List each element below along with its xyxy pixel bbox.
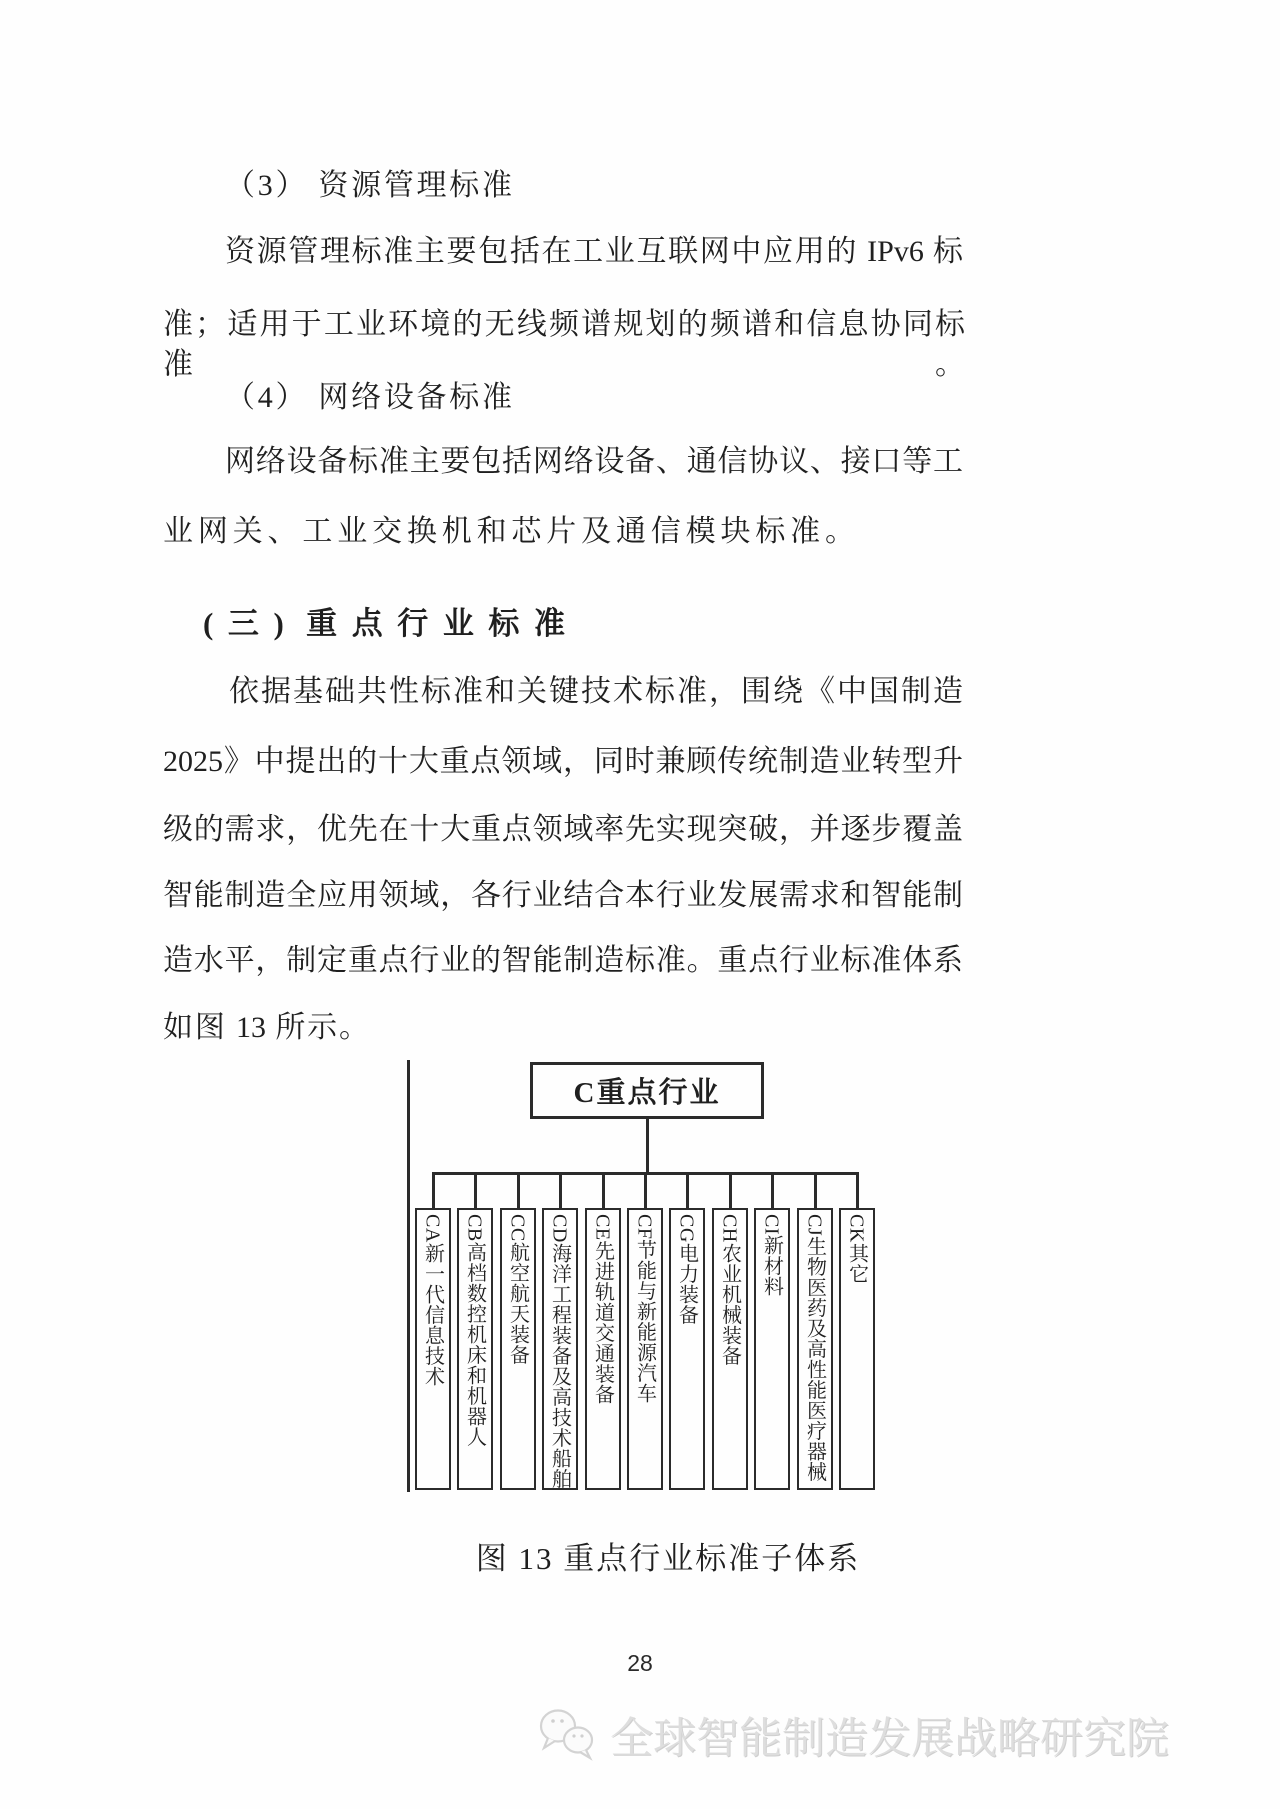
industry-label: CE先进轨道交通装备 — [591, 1214, 614, 1405]
stub-line — [474, 1174, 477, 1208]
paragraph-line: 级的需求，优先在十大重点领域率先实现突破，并逐步覆盖 — [163, 813, 963, 846]
watermark-text: 全球智能制造发展战略研究院 — [610, 1716, 1169, 1763]
industry-label: CI新材料 — [760, 1214, 783, 1297]
industry-label: CC航空航天装备 — [506, 1214, 529, 1365]
industry-box-ch — [712, 1208, 748, 1490]
industry-box-ce — [585, 1208, 621, 1490]
industry-label: CB高档数控机床和机器人 — [463, 1214, 486, 1447]
figure-root-label: C重点行业 — [573, 1077, 721, 1109]
stub-line — [814, 1174, 817, 1208]
stub-line — [856, 1174, 859, 1208]
industry-box-ci — [754, 1208, 790, 1490]
industry-label: CK其它 — [845, 1214, 868, 1284]
industry-box-ck — [839, 1208, 875, 1490]
paragraph-line: 依据基础共性标准和关键技术标准，围绕《中国制造 — [229, 675, 963, 708]
stub-line — [559, 1174, 562, 1208]
paragraph-line: 业网关、工业交换机和芯片及通信模块标准。 — [163, 515, 855, 548]
industry-box-ca — [415, 1208, 451, 1490]
industry-label: CD海洋工程装备及高技术船舶 — [548, 1214, 571, 1489]
stub-line — [517, 1174, 520, 1208]
stub-line — [602, 1174, 605, 1208]
page-number: 28 — [627, 1650, 653, 1676]
heading-item-3: （3） 资源管理标准 — [225, 169, 512, 202]
paragraph-line: 2025》中提出的十大重点领域，同时兼顾传统制造业转型升 — [163, 745, 963, 778]
industry-label: CJ生物医药及高性能医疗器械 — [803, 1214, 826, 1483]
paragraph-line: 智能制造全应用领域，各行业结合本行业发展需求和智能制 — [163, 879, 963, 912]
industry-box-cb — [457, 1208, 493, 1490]
connector-line — [646, 1117, 649, 1173]
wechat-logo-icon — [536, 1704, 600, 1767]
industry-label: CG电力装备 — [675, 1214, 698, 1325]
heading-item-4: （4） 网络设备标准 — [225, 381, 512, 414]
stub-line — [644, 1174, 647, 1208]
stub-line — [729, 1174, 732, 1208]
section-heading-key-industries: (三) 重点行业标准 — [203, 606, 565, 641]
paragraph-line: 准；适用于工业环境的无线频谱规划的频谱和信息协同标准。 — [163, 308, 965, 381]
industry-box-cf — [627, 1208, 663, 1490]
stub-line — [432, 1174, 435, 1208]
paragraph-line: 网络设备标准主要包括网络设备、通信协议、接口等工 — [225, 445, 963, 478]
industry-box-cj — [797, 1208, 833, 1490]
trunk-line — [407, 1060, 410, 1492]
industry-box-cd — [542, 1208, 578, 1490]
stub-line — [771, 1174, 774, 1208]
paragraph-line: 如图 13 所示。 — [163, 1011, 369, 1044]
paragraph-line: 资源管理标准主要包括在工业互联网中应用的 IPv6 标 — [225, 235, 963, 268]
industry-box-cc — [500, 1208, 536, 1490]
industry-label: CA新一代信息技术 — [421, 1214, 444, 1387]
figure-root-box — [530, 1062, 764, 1119]
figure-caption: 图 13 重点行业标准子体系 — [475, 1541, 861, 1576]
industry-label: CH农业机械装备 — [718, 1214, 741, 1366]
paragraph-line: 造水平，制定重点行业的智能制造标准。重点行业标准体系 — [163, 944, 963, 977]
industry-box-cg — [669, 1208, 705, 1490]
stub-line — [686, 1174, 689, 1208]
watermark — [536, 1704, 1169, 1767]
industry-label: CF节能与新能源汽车 — [633, 1214, 656, 1404]
